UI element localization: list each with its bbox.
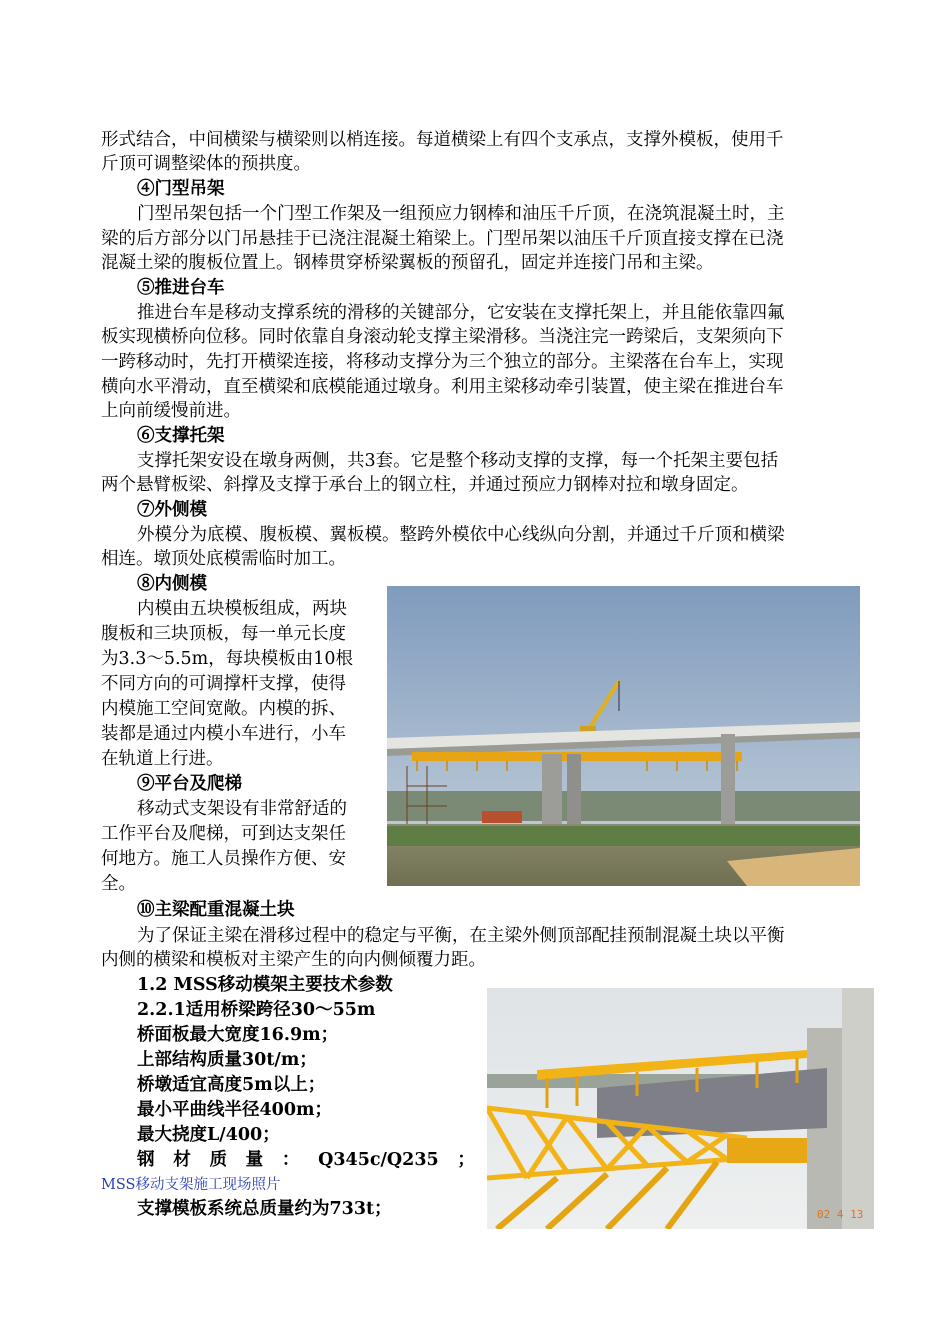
steel-material-line [137, 1148, 475, 1172]
param-line: 上部结构质量30t/m； [137, 1050, 317, 1070]
paragraph-line: 门型吊架包括一个门型工作架及一组预应力钢棒和油压千斤顶，在浇筑混凝土时，主 [137, 204, 785, 224]
steel-char: 材 [173, 1150, 191, 1170]
paragraph-line: 一跨移动时，先打开横梁连接，将移动支撑分为三个独立的部分。主梁落在台车上，实现 [101, 352, 784, 372]
steel-char: ： [281, 1150, 300, 1170]
section-heading-7: ⑦外侧模 [137, 500, 207, 520]
section-heading-10: ⑩主梁配重混凝土块 [137, 900, 295, 920]
steel-grade: Q345c/Q235 [318, 1150, 439, 1170]
paragraph-line: 形式结合，中间横梁与横梁则以梢连接。每道横梁上有四个支承点，支撑外模板，使用千 [101, 130, 784, 150]
steel-char: 量 [245, 1150, 264, 1170]
paragraph-line: 两个悬臂板梁、斜撑及支撑于承台上的钢立柱，并通过预应力钢棒对拉和墩身固定。 [101, 475, 749, 495]
paragraph-line: 板实现横桥向位移。同时依靠自身滚动轮支撑主梁滑移。当浇注完一跨梁后，支架须向下 [101, 327, 784, 347]
mss-photo-drawing [487, 988, 874, 1229]
paragraph-line: 为了保证主梁在滑移过程中的稳定与平衡，在主梁外侧顶部配挂预制混凝土块以平衡 [137, 926, 785, 946]
paragraph-line: 推进台车是移动支撑系统的滑移的关键部分，它安装在支撑托架上，并且能依靠四氟 [137, 303, 785, 323]
photo-date-stamp: 02 4 13 [817, 1208, 864, 1221]
section-heading-4: ④门型吊架 [137, 179, 225, 199]
paragraph-line: 横向水平滑动，直至横梁和底模能通过墩身。利用主梁移动牵引装置，使主梁在推进台车 [101, 377, 784, 397]
paragraph-line: 不同方向的可调撑杆支撑，使得 [101, 674, 346, 694]
paragraph-line: 内模施工空间宽敞。内模的拆、 [101, 699, 346, 719]
paragraph-line: 为3.3～5.5m，每块模板由10根 [101, 649, 354, 669]
paragraph-line: 斤顶可调整梁体的预拱度。 [101, 154, 311, 174]
paragraph-line: 何地方。施工人员操作方便、安 [101, 849, 346, 869]
param-line: 最小平曲线半径400m； [137, 1100, 333, 1120]
paragraph-line: 移动式支架设有非常舒适的 [137, 799, 347, 819]
param-line: 桥墩适宜高度5m以上； [137, 1075, 326, 1095]
paragraph-line: 腹板和三块顶板，每一单元长度 [101, 624, 346, 644]
section-heading-5: ⑤推进台车 [137, 278, 225, 298]
param-line: 支撑模板系统总质量约为733t； [137, 1199, 392, 1219]
param-line: 2.2.1适用桥梁跨径30～55m [137, 1000, 376, 1020]
paragraph-line: 相连。墩顶处底模需临时加工。 [101, 549, 346, 569]
section-heading-8: ⑧内侧模 [137, 574, 207, 594]
param-line: 桥面板最大宽度16.9m； [137, 1025, 339, 1045]
steel-char: 钢 [137, 1150, 155, 1170]
paragraph-line: 支撑托架安设在墩身两侧，共3套。它是整个移动支撑的支撑，每一个托架主要包括 [137, 451, 779, 471]
steel-char: ； [457, 1150, 475, 1170]
paragraph-line: 梁的后方部分以门吊悬挂于已浇注混凝土箱梁上。门型吊架以油压千斤顶直接支撑在已浇 [101, 229, 784, 249]
section-heading-9: ⑨平台及爬梯 [137, 774, 242, 794]
paragraph-line: 内模由五块模板组成，两块 [137, 599, 347, 619]
param-line: 最大挠度L/400； [137, 1125, 280, 1145]
mss-frame-photo [487, 988, 874, 1229]
paragraph-line: 工作平台及爬梯，可到达支架任 [101, 824, 346, 844]
paragraph-line: 装都是通过内模小车进行，小车 [101, 724, 346, 744]
paragraph-line: 在轨道上行进。 [101, 749, 224, 769]
section-heading-6: ⑥支撑托架 [137, 426, 225, 446]
bridge-construction-photo [387, 586, 860, 886]
paragraph-line: 外模分为底模、腹板模、翼板模。整跨外模依中心线纵向分割，并通过千斤顶和横梁 [137, 525, 785, 545]
paragraph-line: 上向前缓慢前进。 [101, 401, 241, 421]
photo-caption: MSS移动支架施工现场照片 [101, 1177, 281, 1193]
paragraph-line: 混凝土梁的腹板位置上。钢棒贯穿桥梁翼板的预留孔，固定并连接门吊和主梁。 [101, 253, 714, 273]
section-title-1-2: 1.2 MSS移动模架主要技术参数 [137, 975, 393, 995]
paragraph-line: 内侧的横梁和模板对主梁产生的向内侧倾覆力距。 [101, 950, 486, 970]
paragraph-line: 全。 [101, 874, 136, 894]
bridge-photo-drawing [387, 586, 860, 886]
steel-char: 质 [209, 1150, 227, 1170]
